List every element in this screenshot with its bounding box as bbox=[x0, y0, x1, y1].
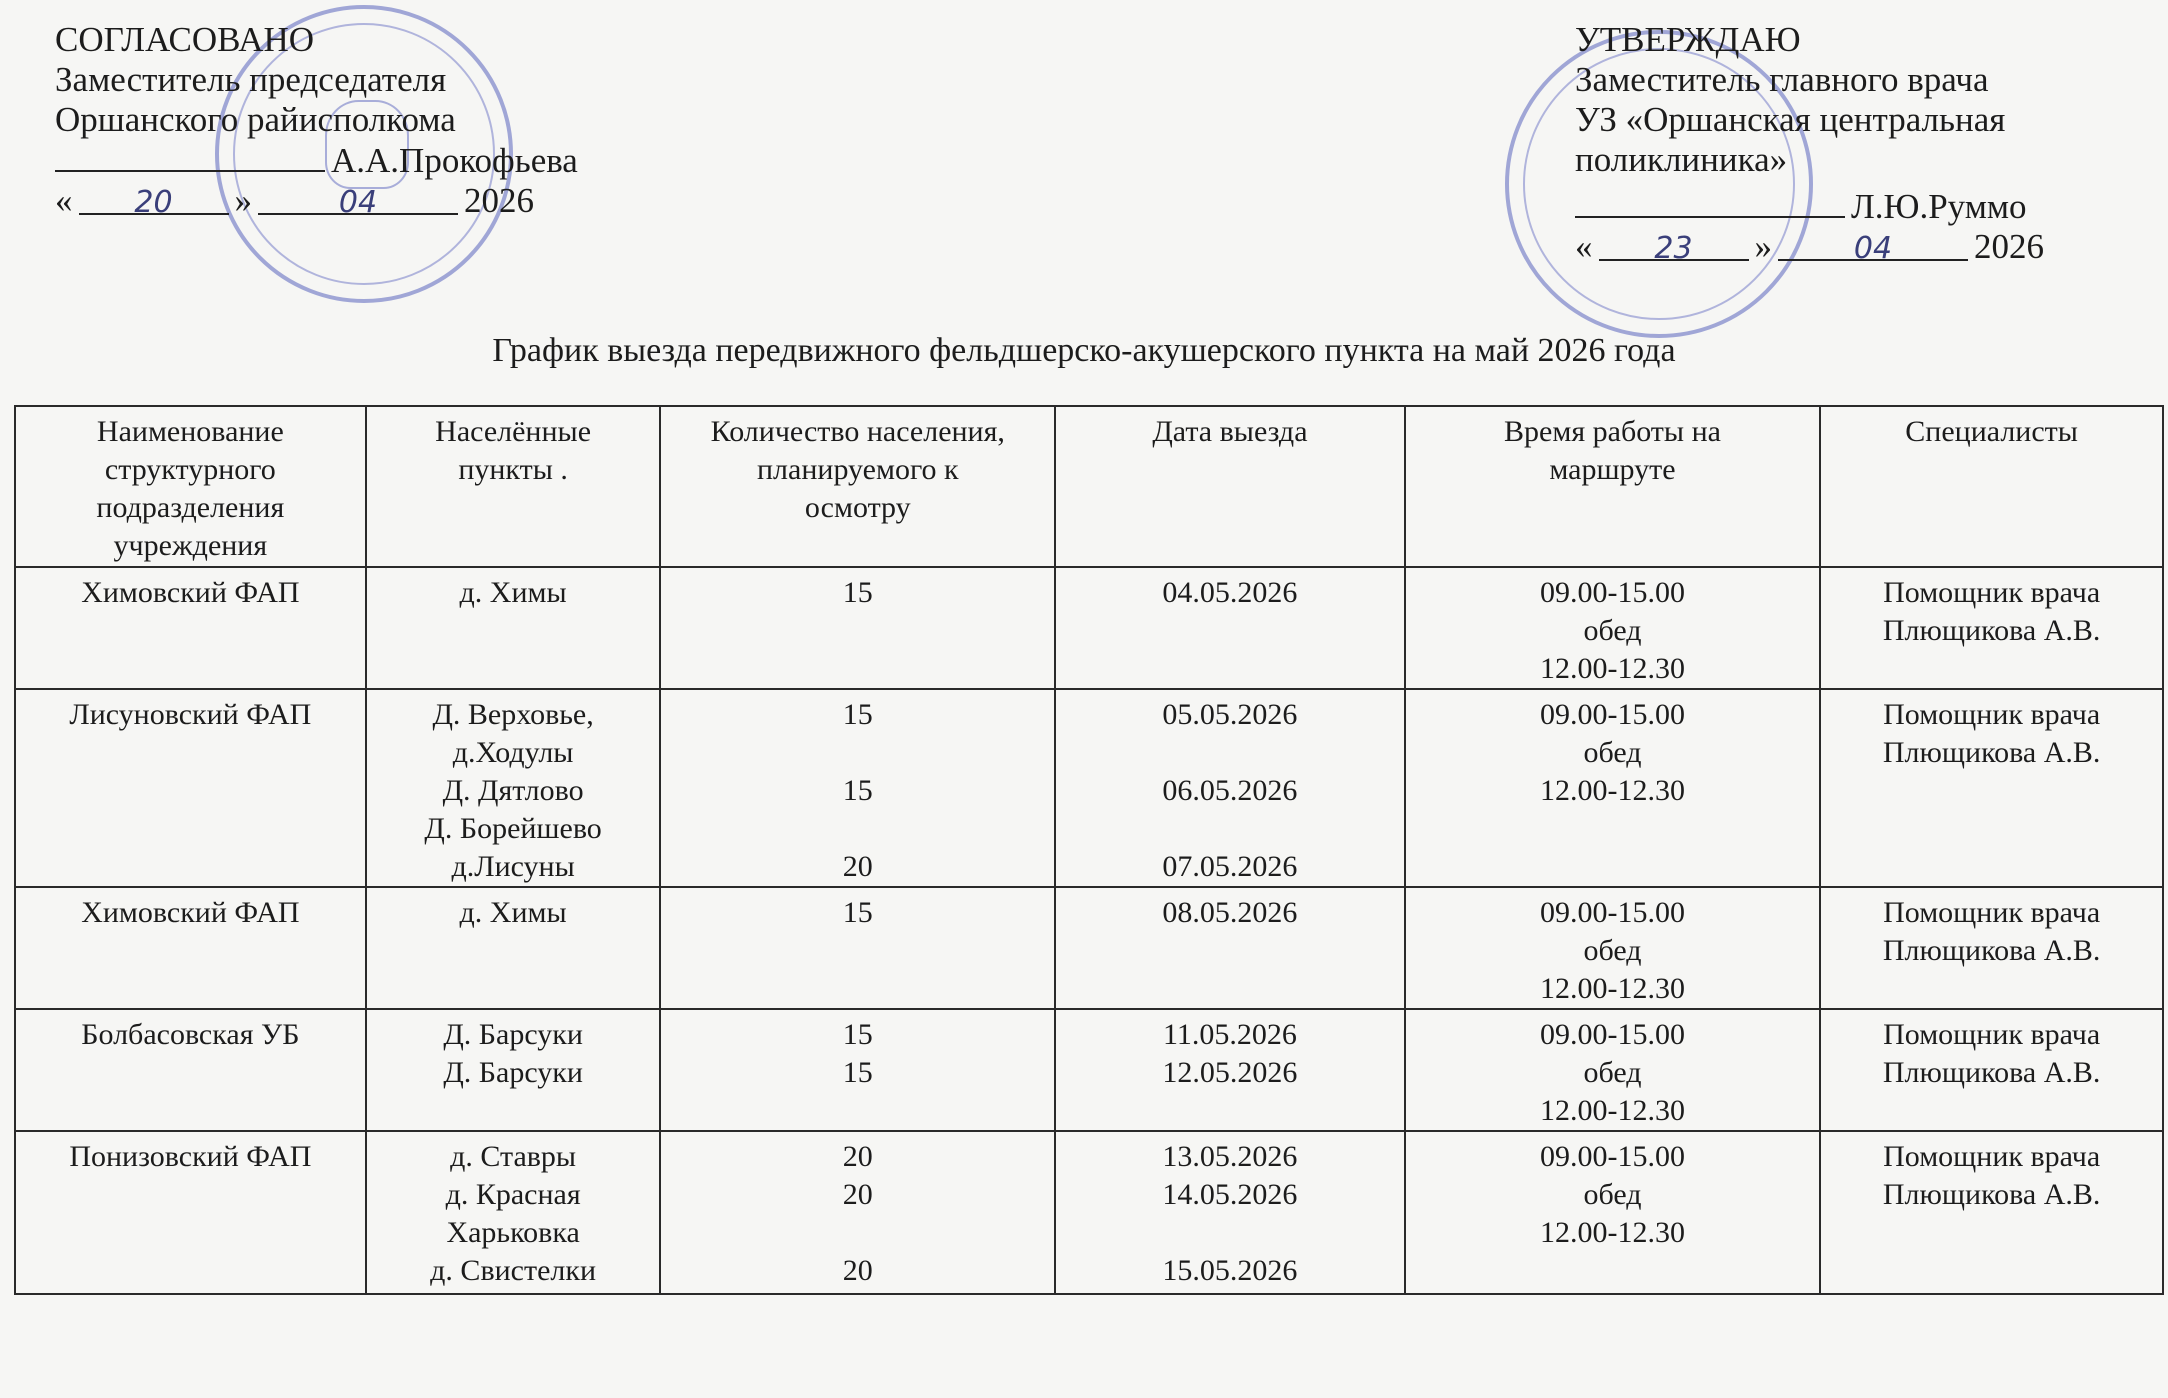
cell-hours bbox=[1405, 1009, 1821, 1131]
cell-specialists bbox=[1820, 689, 2163, 887]
table-header-row bbox=[15, 406, 2163, 567]
cell-dates bbox=[1055, 887, 1405, 1009]
header-text: подразделения bbox=[96, 491, 285, 524]
cell-specialists bbox=[1820, 567, 2163, 689]
date-open-quote: « bbox=[55, 181, 73, 220]
cell-hours bbox=[1405, 689, 1821, 887]
signer-name: А.А.Прокофьева bbox=[331, 141, 578, 180]
cell-text: 08.05.2026 bbox=[1162, 896, 1298, 929]
cell-text: 12.00-12.30 bbox=[1539, 652, 1685, 685]
signature-line bbox=[1575, 186, 2135, 227]
cell-unit bbox=[15, 1009, 366, 1131]
cell-settlements bbox=[366, 1131, 661, 1294]
header-text: структурного bbox=[104, 453, 276, 486]
cell-specialists bbox=[1820, 1009, 2163, 1131]
cell-unit bbox=[15, 567, 366, 689]
header-population bbox=[660, 406, 1055, 567]
date-day-handwritten: 23 bbox=[1599, 229, 1749, 261]
cell-text: д. Красная bbox=[445, 1178, 581, 1211]
approval-block-approved bbox=[1575, 20, 2135, 267]
cell-text: Д. Верховье, bbox=[432, 698, 594, 731]
cell-text: Харьковка bbox=[446, 1216, 580, 1249]
cell-text: 20 bbox=[842, 1254, 873, 1287]
cell-text: 15 bbox=[842, 1018, 873, 1051]
cell-text bbox=[667, 1214, 1048, 1252]
header-text: Количество населения, bbox=[710, 415, 1005, 448]
cell-text: 20 bbox=[842, 850, 873, 883]
cell-text bbox=[1062, 734, 1398, 772]
document-title: График выезда передвижного фельдшерско-акушерского пункта на май 2026 года bbox=[492, 332, 1676, 369]
cell-text: 09.00-15.00 bbox=[1539, 698, 1685, 731]
approver-position-line1: Заместитель главного врача bbox=[1575, 60, 1989, 99]
cell-text: 11.05.2026 bbox=[1162, 1018, 1297, 1051]
cell-population bbox=[660, 887, 1055, 1009]
cell-text: 09.00-15.00 bbox=[1539, 1018, 1685, 1051]
cell-text: 06.05.2026 bbox=[1162, 774, 1298, 807]
cell-text: д. Ставры bbox=[450, 1140, 577, 1173]
cell-specialists bbox=[1820, 1131, 2163, 1294]
cell-text: д. Химы bbox=[459, 896, 567, 929]
cell-text bbox=[667, 810, 1048, 848]
date-day-handwritten: 20 bbox=[79, 183, 229, 215]
cell-unit bbox=[15, 689, 366, 887]
header-hours bbox=[1405, 406, 1821, 567]
cell-text: 04.05.2026 bbox=[1162, 576, 1298, 609]
header-text: Наименование bbox=[96, 415, 284, 448]
cell-text: д.Ходулы bbox=[452, 736, 574, 769]
header-settlements bbox=[366, 406, 661, 567]
cell-text: 12.05.2026 bbox=[1162, 1056, 1298, 1089]
approver-position-line2: Оршанского райисполкома bbox=[55, 100, 456, 139]
cell-hours bbox=[1405, 1131, 1821, 1294]
cell-population bbox=[660, 567, 1055, 689]
cell-hours bbox=[1405, 567, 1821, 689]
cell-text: 15.05.2026 bbox=[1162, 1254, 1298, 1287]
date-line bbox=[55, 181, 695, 221]
cell-text: Помощник врача bbox=[1883, 576, 2101, 609]
cell-text: 05.05.2026 bbox=[1162, 698, 1298, 731]
approval-heading: УТВЕРЖДАЮ bbox=[1575, 20, 1801, 59]
date-year: 2026 bbox=[464, 181, 534, 220]
header-text: Специалисты bbox=[1905, 415, 2078, 448]
approver-position-line1: Заместитель председателя bbox=[55, 60, 447, 99]
date-year: 2026 bbox=[1974, 227, 2044, 266]
cell-text: Д. Барсуки bbox=[443, 1056, 583, 1089]
cell-population bbox=[660, 689, 1055, 887]
approval-block-agreed bbox=[55, 20, 695, 221]
date-close-quote: » bbox=[1754, 227, 1772, 266]
cell-text: обед bbox=[1583, 736, 1642, 769]
cell-text: 13.05.2026 bbox=[1162, 1140, 1298, 1173]
cell-text: Д. Барсуки bbox=[443, 1018, 583, 1051]
header-date bbox=[1055, 406, 1405, 567]
header-text: маршруте bbox=[1549, 453, 1676, 486]
cell-text: 09.00-15.00 bbox=[1539, 1140, 1685, 1173]
cell-text: Понизовский ФАП bbox=[69, 1140, 312, 1173]
signature-blank bbox=[1575, 186, 1845, 218]
approval-heading: СОГЛАСОВАНО bbox=[55, 20, 315, 59]
signature-line bbox=[55, 140, 695, 181]
header-text: учреждения bbox=[113, 529, 268, 562]
approver-position-line2: УЗ «Оршанская центральная bbox=[1575, 100, 2006, 139]
cell-text: 12.00-12.30 bbox=[1539, 972, 1685, 1005]
cell-unit bbox=[15, 1131, 366, 1294]
cell-text: Лисуновский ФАП bbox=[69, 698, 312, 731]
cell-text: обед bbox=[1583, 934, 1642, 967]
cell-text bbox=[1062, 1214, 1398, 1252]
cell-text: Д. Дятлово bbox=[442, 774, 584, 807]
cell-text: 07.05.2026 bbox=[1162, 850, 1298, 883]
cell-text: 15 bbox=[842, 1056, 873, 1089]
cell-settlements bbox=[366, 689, 661, 887]
cell-population bbox=[660, 1131, 1055, 1294]
date-month-handwritten: 04 bbox=[258, 183, 458, 215]
schedule-table bbox=[14, 405, 2164, 1295]
cell-text: Помощник врача bbox=[1883, 1018, 2101, 1051]
date-month-handwritten: 04 bbox=[1778, 229, 1968, 261]
table-row bbox=[15, 887, 2163, 1009]
table-row bbox=[15, 689, 2163, 887]
cell-text: д.Лисуны bbox=[451, 850, 575, 883]
cell-text: Плющикова А.В. bbox=[1882, 1178, 2101, 1211]
header-unit bbox=[15, 406, 366, 567]
cell-text: 09.00-15.00 bbox=[1539, 576, 1685, 609]
cell-hours bbox=[1405, 887, 1821, 1009]
header-text: Населённые bbox=[435, 415, 592, 448]
cell-dates bbox=[1055, 1131, 1405, 1294]
cell-text: 14.05.2026 bbox=[1162, 1178, 1298, 1211]
cell-text: обед bbox=[1583, 614, 1642, 647]
date-close-quote: » bbox=[234, 181, 252, 220]
cell-text: обед bbox=[1583, 1056, 1642, 1089]
cell-dates bbox=[1055, 567, 1405, 689]
cell-text: Плющикова А.В. bbox=[1882, 736, 2101, 769]
header-text: Время работы на bbox=[1504, 415, 1721, 448]
signer-name: Л.Ю.Руммо bbox=[1851, 187, 2027, 226]
header-specialists bbox=[1820, 406, 2163, 567]
cell-text bbox=[667, 734, 1048, 772]
table-row bbox=[15, 1009, 2163, 1131]
date-open-quote: « bbox=[1575, 227, 1593, 266]
cell-dates bbox=[1055, 1009, 1405, 1131]
cell-text: обед bbox=[1583, 1178, 1642, 1211]
cell-text: 12.00-12.30 bbox=[1539, 774, 1685, 807]
cell-text: Химовский ФАП bbox=[81, 576, 300, 609]
cell-population bbox=[660, 1009, 1055, 1131]
table-row bbox=[15, 567, 2163, 689]
cell-specialists bbox=[1820, 887, 2163, 1009]
cell-text: Д. Борейшево bbox=[424, 812, 602, 845]
cell-text: Помощник врача bbox=[1883, 1140, 2101, 1173]
cell-settlements bbox=[366, 567, 661, 689]
approver-position-line3: поликлиника» bbox=[1575, 140, 1788, 179]
cell-text: 15 bbox=[842, 576, 873, 609]
cell-text bbox=[1062, 810, 1398, 848]
header-text: пункты . bbox=[458, 453, 568, 486]
cell-settlements bbox=[366, 1009, 661, 1131]
cell-unit bbox=[15, 887, 366, 1009]
cell-text: 12.00-12.30 bbox=[1539, 1216, 1685, 1249]
header-text: планируемого к bbox=[757, 453, 959, 486]
cell-dates bbox=[1055, 689, 1405, 887]
cell-text: Плющикова А.В. bbox=[1882, 1056, 2101, 1089]
cell-text: 15 bbox=[842, 774, 873, 807]
cell-text: Болбасовская УБ bbox=[81, 1018, 300, 1051]
cell-text: Плющикова А.В. bbox=[1882, 934, 2101, 967]
cell-text: 15 bbox=[842, 896, 873, 929]
cell-text: 09.00-15.00 bbox=[1539, 896, 1685, 929]
header-text: Дата выезда bbox=[1152, 415, 1308, 448]
cell-text: Плющикова А.В. bbox=[1882, 614, 2101, 647]
cell-settlements bbox=[366, 887, 661, 1009]
cell-text: д. Химы bbox=[459, 576, 567, 609]
cell-text: 15 bbox=[842, 698, 873, 731]
cell-text: 20 bbox=[842, 1178, 873, 1211]
cell-text: д. Свистелки bbox=[430, 1254, 597, 1287]
cell-text: 20 bbox=[842, 1140, 873, 1173]
table-row bbox=[15, 1131, 2163, 1294]
header-text: осмотру bbox=[804, 491, 911, 524]
signature-blank bbox=[55, 140, 325, 172]
cell-text: Помощник врача bbox=[1883, 896, 2101, 929]
cell-text: 12.00-12.30 bbox=[1539, 1094, 1685, 1127]
cell-text: Помощник врача bbox=[1883, 698, 2101, 731]
date-line bbox=[1575, 227, 2135, 267]
cell-text: Химовский ФАП bbox=[81, 896, 300, 929]
